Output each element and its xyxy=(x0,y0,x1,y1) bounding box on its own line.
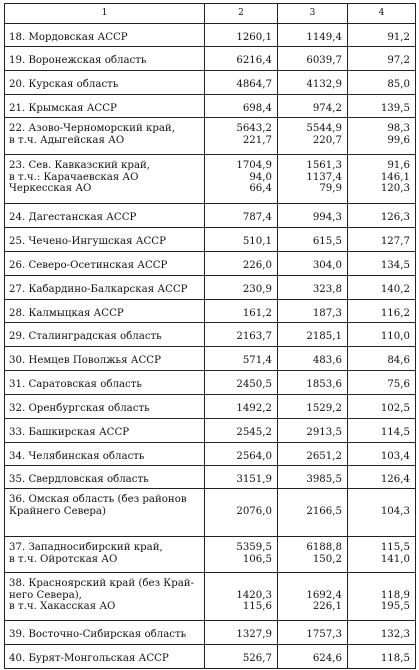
region-name-cell xyxy=(5,537,205,573)
cell-text: 132,3 xyxy=(380,629,410,640)
cell-text: 1327,9 xyxy=(236,629,272,640)
region-name-cell xyxy=(5,621,205,645)
value-col3-cell xyxy=(278,252,348,276)
cell-text: 221,7 xyxy=(242,134,272,146)
cell-text: 139,5 xyxy=(380,103,410,114)
cell-text: 141,0 xyxy=(380,553,410,565)
cell-text: 2450,5 xyxy=(236,379,272,390)
spacer-line xyxy=(352,494,410,506)
table-row xyxy=(5,489,416,537)
cell-text: 1561,3 xyxy=(306,160,342,171)
spacer-line xyxy=(352,578,410,590)
value-col4-cell xyxy=(348,300,416,323)
value-col2-cell xyxy=(205,71,278,95)
region-name-cell xyxy=(5,573,205,621)
value-col2-cell xyxy=(205,573,278,621)
cell-text: 615,5 xyxy=(312,236,342,247)
cell-text: 118,5 xyxy=(380,653,410,664)
value-col4-cell xyxy=(348,537,416,573)
cell-text: 1420,3 xyxy=(236,589,272,601)
value-col3-cell xyxy=(278,466,348,489)
cell-text: в т.ч. Хакасская АО xyxy=(9,601,116,612)
cell-text: 974,2 xyxy=(312,103,342,114)
region-name-cell xyxy=(5,204,205,228)
value-col3-cell xyxy=(278,118,348,155)
cell-text: 97,2 xyxy=(387,55,410,66)
cell-text: 5359,5 xyxy=(236,542,272,553)
value-col3-cell xyxy=(278,645,348,669)
cell-text: 6216,4 xyxy=(236,55,272,66)
cell-text: него Севера), xyxy=(9,589,82,601)
value-col4-cell xyxy=(348,252,416,276)
cell-text: 3151,9 xyxy=(236,474,272,485)
column-header-3: 3 xyxy=(278,4,348,24)
value-col2-cell xyxy=(205,47,278,71)
table-row xyxy=(5,395,416,419)
value-col2-cell xyxy=(205,24,278,47)
region-name-cell xyxy=(5,300,205,323)
cell-text: 2185,1 xyxy=(306,331,342,342)
value-col2-cell xyxy=(205,252,278,276)
cell-text: 34. Челябинская область xyxy=(9,451,145,462)
region-name-cell xyxy=(5,228,205,252)
cell-text: 36. Омская область (без районов xyxy=(9,494,187,505)
value-col3-cell xyxy=(278,47,348,71)
value-col3-cell xyxy=(278,573,348,621)
region-name-cell xyxy=(5,645,205,669)
cell-text: 126,4 xyxy=(380,474,410,485)
column-header-1: 1 xyxy=(5,4,205,24)
value-col4-cell xyxy=(348,276,416,300)
cell-text: 18. Мордовская АССР xyxy=(9,32,128,43)
cell-text: 32. Оренбургская область xyxy=(9,403,150,414)
table-row xyxy=(5,24,416,47)
cell-text: 994,3 xyxy=(312,212,342,223)
cell-text: 1492,2 xyxy=(236,403,272,414)
cell-text: 110,0 xyxy=(380,331,410,342)
cell-text: в т.ч.: Карачаевская АО xyxy=(9,171,139,183)
value-col2-cell xyxy=(205,489,278,537)
table-row xyxy=(5,155,416,204)
cell-text: 150,2 xyxy=(312,553,342,565)
cell-text: 6039,7 xyxy=(306,55,342,66)
cell-text: 304,0 xyxy=(312,260,342,271)
cell-text: 226,0 xyxy=(242,260,272,271)
cell-text: 91,2 xyxy=(387,32,410,43)
cell-text: 84,6 xyxy=(387,355,410,366)
cell-text: 2545,2 xyxy=(236,427,272,438)
cell-text: 2076,0 xyxy=(236,505,272,517)
value-col3-cell xyxy=(278,395,348,419)
value-col3-cell xyxy=(278,24,348,47)
value-col4-cell xyxy=(348,347,416,371)
value-col4-cell xyxy=(348,645,416,669)
value-col4-cell xyxy=(348,155,416,204)
value-col4-cell xyxy=(348,71,416,95)
cell-text: 1149,4 xyxy=(306,32,342,43)
cell-text: 1757,3 xyxy=(306,629,342,640)
cell-text: 28. Калмыцкая АССР xyxy=(9,308,124,319)
region-name-cell xyxy=(5,276,205,300)
value-col4-cell xyxy=(348,228,416,252)
value-col3-cell xyxy=(278,489,348,537)
value-col2-cell xyxy=(205,443,278,466)
cell-text: 526,7 xyxy=(242,653,272,664)
cell-text: Черкесская АО xyxy=(9,183,92,194)
cell-text: 161,2 xyxy=(242,308,272,319)
value-col4-cell xyxy=(348,621,416,645)
value-col4-cell xyxy=(348,47,416,71)
region-name-cell xyxy=(5,47,205,71)
cell-text: 98,3 xyxy=(387,123,410,134)
cell-text: 115,6 xyxy=(242,601,272,612)
value-col2-cell xyxy=(205,155,278,204)
value-col3-cell xyxy=(278,621,348,645)
table-row xyxy=(5,95,416,118)
cell-text: 38. Красноярский край (без Край- xyxy=(9,578,195,589)
cell-text: Крайнего Севера) xyxy=(9,505,106,517)
region-name-cell xyxy=(5,323,205,347)
value-col2-cell xyxy=(205,95,278,118)
value-col3-cell xyxy=(278,95,348,118)
cell-text: 66,4 xyxy=(249,183,272,194)
cell-text: 3985,5 xyxy=(306,474,342,485)
region-name-cell xyxy=(5,466,205,489)
cell-text: 2651,2 xyxy=(306,451,342,462)
value-col4-cell xyxy=(348,204,416,228)
region-name-cell xyxy=(5,489,205,537)
cell-text: 24. Дагестанская АССР xyxy=(9,212,137,223)
region-name-cell xyxy=(5,252,205,276)
column-header-4: 4 xyxy=(348,4,416,24)
value-col2-cell xyxy=(205,466,278,489)
cell-text: 22. Азово-Черноморский край, xyxy=(9,123,175,134)
value-col2-cell xyxy=(205,419,278,443)
table-row xyxy=(5,537,416,573)
cell-text: в т.ч. Адыгейская АО xyxy=(9,134,125,146)
cell-text: 1529,2 xyxy=(306,403,342,414)
value-col3-cell xyxy=(278,204,348,228)
region-name-cell xyxy=(5,371,205,395)
cell-text: 30. Немцев Поволжья АССР xyxy=(9,355,161,366)
cell-text: 226,1 xyxy=(312,601,342,612)
value-col2-cell xyxy=(205,395,278,419)
cell-text: 102,5 xyxy=(380,403,410,414)
cell-text: 5544,9 xyxy=(306,123,342,134)
cell-text: 2163,7 xyxy=(236,331,272,342)
cell-text: 187,3 xyxy=(312,308,342,319)
region-name-cell xyxy=(5,419,205,443)
cell-text: 21. Крымская АССР xyxy=(9,103,117,114)
table-row xyxy=(5,300,416,323)
cell-text: 75,6 xyxy=(387,379,410,390)
cell-text: 624,6 xyxy=(312,653,342,664)
cell-text: в т.ч. Ойротская АО xyxy=(9,553,118,565)
cell-text: 40. Бурят-Монгольская АССР xyxy=(9,653,169,664)
value-col2-cell xyxy=(205,300,278,323)
cell-text: 787,4 xyxy=(242,212,272,223)
cell-text: 26. Северо-Осетинская АССР xyxy=(9,260,168,271)
value-col2-cell xyxy=(205,347,278,371)
value-col4-cell xyxy=(348,573,416,621)
value-col3-cell xyxy=(278,323,348,347)
cell-text: 1692,4 xyxy=(306,589,342,601)
cell-text: 4864,7 xyxy=(236,79,272,90)
cell-text: 33. Башкирская АССР xyxy=(9,427,130,438)
cell-text: 99,6 xyxy=(387,134,410,146)
cell-text: 2564,0 xyxy=(236,451,272,462)
cell-text: 94,0 xyxy=(249,171,272,183)
value-col4-cell xyxy=(348,323,416,347)
value-col4-cell xyxy=(348,95,416,118)
region-name-cell xyxy=(5,95,205,118)
table-row xyxy=(5,645,416,669)
table-row xyxy=(5,419,416,443)
cell-text: 126,3 xyxy=(380,212,410,223)
cell-text: 91,6 xyxy=(387,160,410,171)
cell-text: 195,5 xyxy=(380,601,410,612)
region-name-cell xyxy=(5,395,205,419)
cell-text: 116,2 xyxy=(380,308,410,319)
cell-text: 23. Сев. Кавказский край, xyxy=(9,160,151,171)
value-col3-cell xyxy=(278,537,348,573)
value-col2-cell xyxy=(205,323,278,347)
cell-text: 27. Кабардино-Балкарская АССР xyxy=(9,284,188,295)
table-row xyxy=(5,621,416,645)
cell-text: 35. Свердловская область xyxy=(9,474,149,485)
cell-text: 323,8 xyxy=(312,284,342,295)
table-row xyxy=(5,71,416,95)
cell-text: 1704,9 xyxy=(236,160,272,171)
region-name-cell xyxy=(5,347,205,371)
value-col3-cell xyxy=(278,71,348,95)
value-col2-cell xyxy=(205,621,278,645)
value-col3-cell xyxy=(278,419,348,443)
region-name-cell xyxy=(5,71,205,95)
cell-text: 25. Чечено-Ингушская АССР xyxy=(9,236,166,247)
cell-text: 510,1 xyxy=(242,236,272,247)
table-row xyxy=(5,228,416,252)
cell-text: 483,6 xyxy=(312,355,342,366)
cell-text: 104,3 xyxy=(380,505,410,517)
cell-text: 19. Воронежская область xyxy=(9,55,147,66)
table-row xyxy=(5,347,416,371)
cell-text: 2913,5 xyxy=(306,427,342,438)
spacer-line xyxy=(209,578,272,590)
cell-text: 39. Восточно-Сибирская область xyxy=(9,629,187,640)
cell-text: 140,2 xyxy=(380,284,410,295)
cell-text: 230,9 xyxy=(242,284,272,295)
cell-text: 146,1 xyxy=(380,171,410,183)
cell-text: 4132,9 xyxy=(306,79,342,90)
cell-text: 120,3 xyxy=(380,183,410,194)
table-row xyxy=(5,204,416,228)
value-col4-cell xyxy=(348,443,416,466)
cell-text: 29. Сталинградская область xyxy=(9,331,162,342)
table-row xyxy=(5,443,416,466)
value-col4-cell xyxy=(348,489,416,537)
region-name-cell xyxy=(5,118,205,155)
cell-text: 20. Курская область xyxy=(9,79,119,90)
table-row xyxy=(5,276,416,300)
cell-text: 698,4 xyxy=(242,103,272,114)
table-row xyxy=(5,47,416,71)
region-name-cell xyxy=(5,155,205,204)
cell-text: 85,0 xyxy=(387,79,410,90)
value-col2-cell xyxy=(205,645,278,669)
spacer-line xyxy=(209,494,272,506)
spacer-line xyxy=(282,578,342,590)
table-row xyxy=(5,252,416,276)
value-col3-cell xyxy=(278,443,348,466)
table-row xyxy=(5,118,416,155)
cell-text: 2166,5 xyxy=(306,505,342,517)
value-col2-cell xyxy=(205,228,278,252)
spacer-line xyxy=(282,494,342,506)
cell-text: 114,5 xyxy=(380,427,410,438)
table-row xyxy=(5,323,416,347)
value-col2-cell xyxy=(205,118,278,155)
value-col3-cell xyxy=(278,276,348,300)
value-col2-cell xyxy=(205,276,278,300)
value-col4-cell xyxy=(348,371,416,395)
cell-text: 1260,1 xyxy=(236,32,272,43)
value-col4-cell xyxy=(348,395,416,419)
region-name-cell xyxy=(5,443,205,466)
region-name-cell xyxy=(5,24,205,47)
value-col2-cell xyxy=(205,537,278,573)
cell-text: 1853,6 xyxy=(306,379,342,390)
value-col4-cell xyxy=(348,118,416,155)
cell-text: 127,7 xyxy=(380,236,410,247)
cell-text: 37. Западносибирский край, xyxy=(9,542,163,553)
value-col2-cell xyxy=(205,371,278,395)
cell-text: 571,4 xyxy=(242,355,272,366)
cell-text: 103,4 xyxy=(380,451,410,462)
cell-text: 5643,2 xyxy=(236,123,272,134)
value-col3-cell xyxy=(278,155,348,204)
value-col3-cell xyxy=(278,228,348,252)
cell-text: 31. Саратовская область xyxy=(9,379,142,390)
cell-text: 1137,4 xyxy=(306,171,342,183)
table-body xyxy=(5,4,416,669)
column-header-2: 2 xyxy=(205,4,278,24)
cell-text: 118,9 xyxy=(380,589,410,601)
value-col4-cell xyxy=(348,466,416,489)
cell-text: 134,5 xyxy=(380,260,410,271)
value-col2-cell xyxy=(205,204,278,228)
value-col4-cell xyxy=(348,419,416,443)
table-row xyxy=(5,466,416,489)
cell-text: 79,9 xyxy=(319,183,342,194)
value-col3-cell xyxy=(278,347,348,371)
table-row xyxy=(5,573,416,621)
statistics-table-container xyxy=(4,3,415,669)
statistics-table xyxy=(4,3,416,669)
value-col4-cell xyxy=(348,24,416,47)
column-number-row xyxy=(5,4,416,24)
cell-text: 220,7 xyxy=(312,134,342,146)
table-row xyxy=(5,371,416,395)
cell-text: 6188,8 xyxy=(306,542,342,553)
value-col3-cell xyxy=(278,371,348,395)
value-col3-cell xyxy=(278,300,348,323)
cell-text: 106,5 xyxy=(242,553,272,565)
cell-text: 115,5 xyxy=(380,542,410,553)
